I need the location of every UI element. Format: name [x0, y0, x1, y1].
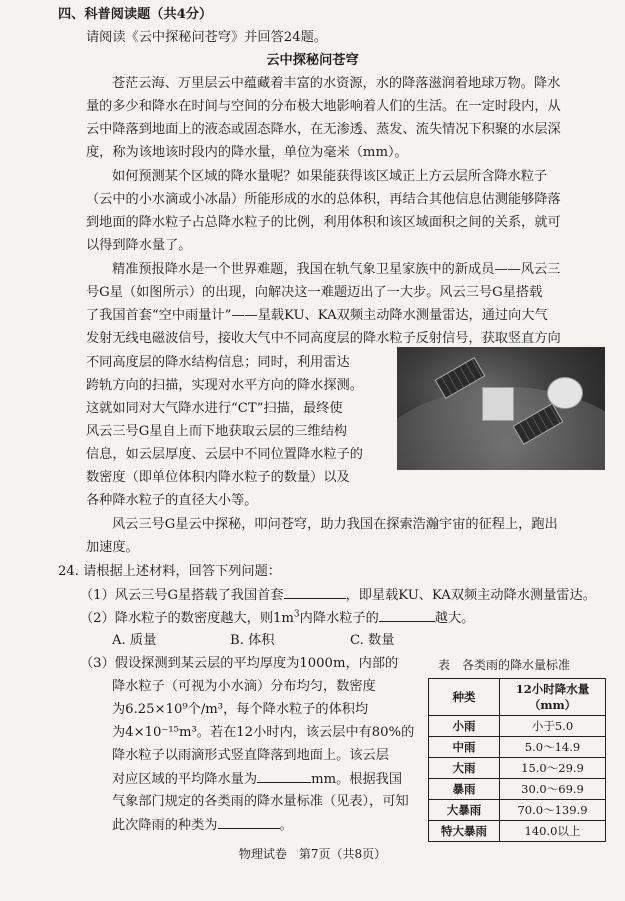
q3-line: 为6.25×10⁹个/m³，每个降水粒子的体积均: [112, 702, 369, 717]
table-cell-range: 15.0～29.9: [500, 758, 606, 779]
page-footer: 物理试卷 第7页（共8页）: [238, 847, 387, 861]
q3-l6-text-b: mm。根据我国: [311, 772, 403, 787]
article-line: 苍茫云海、万里层云中蕴藏着丰富的水资源，水的降落滋润着地球万物。降水: [112, 76, 561, 91]
question-1: [80, 584, 596, 607]
article-line: 各种降水粒子的直径大小等。: [86, 493, 258, 508]
table-row: [429, 737, 606, 758]
q3-l6-text-a: 对应区域的平均降水量为: [112, 772, 258, 787]
article-line: 风云三号G星云中探秘，叩问苍穹，助力我国在探索浩瀚宇宙的征程上，跑出: [112, 517, 558, 532]
article-line: 如何预测某个区域的降水量呢？如果能获得该区域正上方云层所含降水粒子: [112, 169, 548, 184]
q1-text-a: （1）风云三号G星搭载了我国首套: [80, 588, 284, 603]
table-cell-range: 小于5.0: [500, 716, 606, 737]
option-b[interactable]: B. 体积: [230, 633, 275, 648]
rain-standard-table: [428, 678, 606, 842]
section-heading: 四、科普阅读题（共4分）: [58, 7, 213, 22]
table-row: [429, 800, 606, 821]
table-cell-range: 30.0～69.9: [500, 779, 606, 800]
q3-l8-text-a: 此次降雨的种类为: [112, 818, 218, 833]
q3-line: 气象部门规定的各类雨的降水量标准（见表），可知: [112, 794, 409, 809]
article-line: 以得到降水量了。: [86, 238, 192, 253]
q1-text-b: ，即星载KU、KA双频主动降水测量雷达。: [345, 588, 596, 603]
section-instruction: 请阅读《云中探秘问苍穹》并回答24题。: [86, 30, 327, 45]
q3-line: 降水粒子（可视为小水滴）分布均匀，数密度: [112, 679, 376, 694]
table-row: [429, 821, 606, 842]
table-cell-type: 特大暴雨: [429, 821, 500, 842]
article-line: 数密度（即单位体积内降水粒子的数量）以及: [86, 470, 350, 485]
table-cell-type: 大暴雨: [429, 800, 500, 821]
article-line: 度，称为该地该时段内的降水量，单位为毫米（mm）。: [86, 145, 408, 160]
article-title: 云中探秘问苍穹: [266, 53, 359, 68]
q2-text-c: 越大。: [434, 611, 475, 626]
q3-line: 为4×10⁻¹⁵m³。若在12小时内，该云层中有80%的: [112, 725, 415, 740]
article-line: 这就如同对大气降水进行“CT”扫描，最终使: [86, 401, 343, 416]
option-a[interactable]: A. 质量: [112, 633, 157, 648]
article-line: （云中的小水滴或小冰晶）所能形成的水的总体积，再结合其他信息估测能够降落: [86, 192, 561, 207]
article-line: 号G星（如图所示）的出现，向解决这一难题迈出了一大步。风云三号G星搭载: [86, 285, 543, 300]
satellite-photo: [397, 347, 605, 470]
table-cell-range: 70.0～139.9: [500, 800, 606, 821]
article-line: 加速度。: [86, 540, 139, 555]
article-line: 风云三号G星自上而下地获取云层的三维结构: [86, 424, 348, 439]
table-row: [429, 758, 606, 779]
table-row: [429, 779, 606, 800]
q3-line: 降水粒子以雨滴形式竖直降落到地面上。该云层: [112, 748, 389, 763]
table-cell-type: 中雨: [429, 737, 500, 758]
article-line: 云中降落到地面上的液态或固态降水，在无渗透、蒸发、流失情况下积聚的水层深: [86, 122, 561, 137]
q3-line-8: [112, 814, 293, 837]
table-caption: 表 各类雨的降水量标准: [438, 658, 571, 672]
article-line: 跨轨方向的扫描，实现对水平方向的降水探测。: [86, 378, 363, 393]
answer-blank-4[interactable]: [218, 814, 280, 829]
question-stem-text: 请根据上述材料，回答下列问题：: [83, 564, 281, 579]
question-stem: [58, 561, 281, 583]
q3-line-6: [112, 768, 402, 791]
q3-l8-text-b: 。: [279, 818, 293, 833]
table-header-row: [429, 679, 606, 716]
question-number: 24.: [58, 564, 79, 579]
article-line: 量的多少和降水在时间与空间的分布极大地影响着人们的生活。在一定时段内，从: [86, 99, 561, 114]
table-cell-type: 小雨: [429, 716, 500, 737]
q2-superscript: 3: [293, 609, 300, 620]
table-header-amount: 12小时降水量（mm）: [500, 679, 606, 716]
table-cell-type: 大雨: [429, 758, 500, 779]
q2-text-a: （2）降水粒子的数密度越大，则1m: [80, 611, 294, 626]
table-cell-range: 140.0以上: [500, 821, 606, 842]
table-header-type: 种类: [429, 679, 500, 716]
article-line: 精准预报降水是一个世界难题，我国在轨气象卫星家族中的新成员——风云三: [112, 262, 561, 277]
article-line: 发射无线电磁波信号，接收大气中不同高度层的降水粒子反射信号，获取竖直方向: [86, 331, 561, 346]
article-line: 信息，如云层厚度、云层中不同位置降水粒子的: [86, 447, 363, 462]
answer-blank-2[interactable]: [379, 607, 435, 622]
q3-line: （3）假设探测到某云层的平均厚度为1000m，内部的: [80, 656, 399, 671]
article-line: 不同高度层的降水结构信息；同时，利用雷达: [86, 355, 350, 370]
q2-text-b: 内降水粒子的: [299, 611, 379, 626]
answer-blank-1[interactable]: [284, 584, 346, 599]
table-cell-type: 暴雨: [429, 779, 500, 800]
question-2: [80, 607, 474, 630]
table-row: [429, 716, 606, 737]
article-line: 了我国首套“空中雨量计”——星载KU、KA双频主动降水测量雷达，通过向大气: [86, 308, 548, 323]
table-cell-range: 5.0～14.9: [500, 737, 606, 758]
answer-blank-3[interactable]: [257, 768, 311, 783]
option-c[interactable]: C. 数量: [350, 633, 395, 648]
article-line: 到地面的降水粒子占总降水粒子的比例，利用体积和该区域面积之间的关系，就可: [86, 215, 561, 230]
